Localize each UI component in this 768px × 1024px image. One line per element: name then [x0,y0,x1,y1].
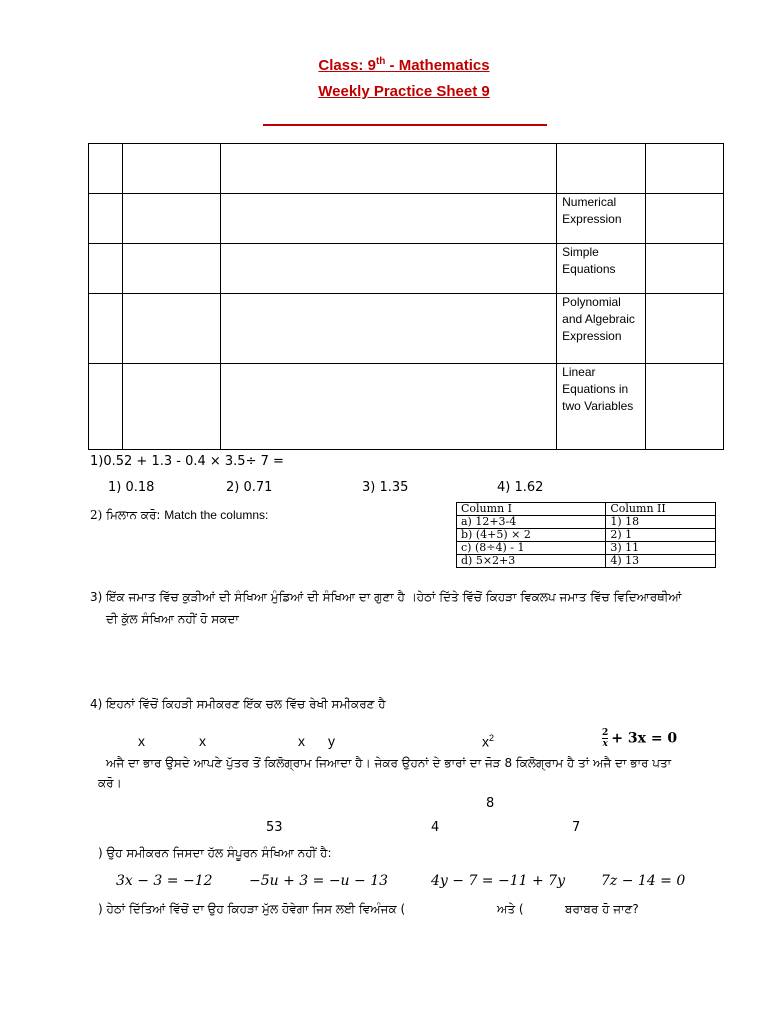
column-1-header: Column I [457,503,606,516]
topics-table [88,143,724,450]
q6-option-1: 3x − 3 = −12 [116,873,213,889]
q5-value: 4 [431,820,440,835]
table-row [89,194,724,244]
q4-fraction [602,728,608,749]
q4-exponent: 2 [489,733,495,743]
topic-cell: Linear Equations in two Variables [557,364,646,450]
topic-cell [557,144,646,194]
column-2-cell: 3) 11 [606,542,716,555]
table-row [89,244,724,294]
title-divider [263,124,547,126]
q5-value: 8 [486,796,495,811]
q1-option-4: 4) 1.62 [497,480,544,495]
q1-option-2: 2) 0.71 [226,480,273,495]
q5-value: 7 [572,820,581,835]
page-title [0,56,768,74]
question-2 [90,508,268,523]
q4-fragment-x: x [199,733,206,749]
page-subtitle: Weekly Practice Sheet 9 [318,83,490,100]
question-6: ) ਉਹ ਸਮੀਕਰਨ ਜਿਸਦਾ ਹੱਲ ਸੰਪੂਰਨ ਸੰਖਿਆ ਨਹੀਂ ਹੈ: [98,846,332,860]
match-table [456,502,716,568]
q4-fragment-x: x [298,733,305,749]
column-2-header: Column II [606,503,716,516]
question-1: 1)0.52 + 1.3 - 0.4 × 3.5÷ 7 = [90,454,284,469]
q4-base: x [482,733,489,750]
table-row [457,516,716,529]
table-row [457,542,716,555]
column-2-cell: 1) 18 [606,516,716,529]
q2-english: Match the columns: [164,508,269,522]
q1-option-3: 3) 1.35 [362,480,409,495]
question-3-line-2: ਦੀ ਕੁੱਲ ਸੰਖਿਆ ਨਹੀਂ ਹੋ ਸਕਦਾ [106,612,239,626]
q4-fraction-numerator: 2 [602,728,609,738]
q6-option-2: −5u + 3 = −u − 13 [249,873,389,889]
q6-option-3: 4y − 7 = −11 + 7y [431,873,565,889]
table-row [89,294,724,364]
q4-fraction-denominator: x [602,739,608,749]
topic-cell: Polynomial and Algebraic Expression [557,294,646,364]
table-row [457,555,716,568]
table-row [89,144,724,194]
column-1-cell: b) (4+5) × 2 [457,529,606,542]
question-7-part-3: ਬਰਾਬਰ ਹੋ ਜਾਣ? [565,902,639,916]
column-1-cell: c) (8÷4) - 1 [457,542,606,555]
match-header-row [457,503,716,516]
topic-cell: Numerical Expression [557,194,646,244]
question-5-line-2: ਕਰੋ। [98,776,122,790]
question-3-line-1: 3) ਇੱਕ ਜਮਾਤ ਵਿੱਚ ਕੁੜੀਆਂ ਦੀ ਸੰਖਿਆ ਮੁੰਡਿਆਂ ਦੀ ਸੰਖਿਆ ਦਾ ਗੁਣਾ ਹੈ ।ਹੇਠਾਂ ਦਿੱਤੇ ਵਿੱਚੋਂ ਕਿਹੜਾ ਵਿਕਲਪ ਜਮਾਤ ਵਿੱਚ ਵਿਦਿਆਰਥੀਆਂ [90,590,682,604]
question-7-part-1: ) ਹੇਠਾਂ ਦਿੱਤਿਆਂ ਵਿੱਚੋਂ ਦਾ ਉਹ ਕਿਹੜਾ ਮੁੱਲ ਹੋਵੇਗਾ ਜਿਸ ਲਈ ਵਿਅੰਜਕ ( [98,902,406,916]
q4-equation-rest: + 3x = 0 [611,730,678,747]
title-prefix: Class: 9 [318,57,376,74]
table-row [457,529,716,542]
question-7-part-2: ਅਤੇ ( [497,902,524,916]
column-2-cell: 2) 1 [606,529,716,542]
topic-cell: Simple Equations [557,244,646,294]
column-2-cell: 4) 13 [606,555,716,568]
q4-equation [602,728,677,749]
q6-option-4: 7z − 14 = 0 [601,873,686,889]
q4-fragment-x-squared [482,733,494,750]
q4-fragment-y: y [328,733,335,749]
q4-fragment-x: x [138,733,145,749]
table-row [89,364,724,450]
question-5-line-1: ਅਜੈ ਦਾ ਭਾਰ ਉਸਦੇ ਆਪਣੇ ਪੁੱਤਰ ਤੋਂ ਕਿਲੋਗ੍ਰਾਮ ਜਿਆਦਾ ਹੈ। ਜੇਕਰ ਉਹਨਾਂ ਦੇ ਭਾਰਾਂ ਦਾ ਜੋੜ 8 ਕਿਲੋਗ੍ਰਾਮ ਹੈ ਤਾਂ ਅਜੈ ਦਾ ਭਾਰ ਪਤਾ [106,756,672,770]
q5-value: 53 [266,820,283,835]
title-suffix: - Mathematics [385,57,490,74]
q2-number: 2) [90,508,103,522]
q1-option-1: 1) 0.18 [108,480,155,495]
column-1-cell: d) 5×2+3 [457,555,606,568]
q2-punjabi: ਮਿਲਾਨ ਕਰੋ: [106,508,161,522]
question-4: 4) ਇਹਨਾਂ ਵਿੱਚੋਂ ਕਿਹੜੀ ਸਮੀਕਰਣ ਇੱਕ ਚਲ ਵਿੱਚ ਰੇਖੀ ਸਮੀਕਰਣ ਹੈ [90,697,386,711]
title-superscript: th [375,56,386,67]
column-1-cell: a) 12+3-4 [457,516,606,529]
